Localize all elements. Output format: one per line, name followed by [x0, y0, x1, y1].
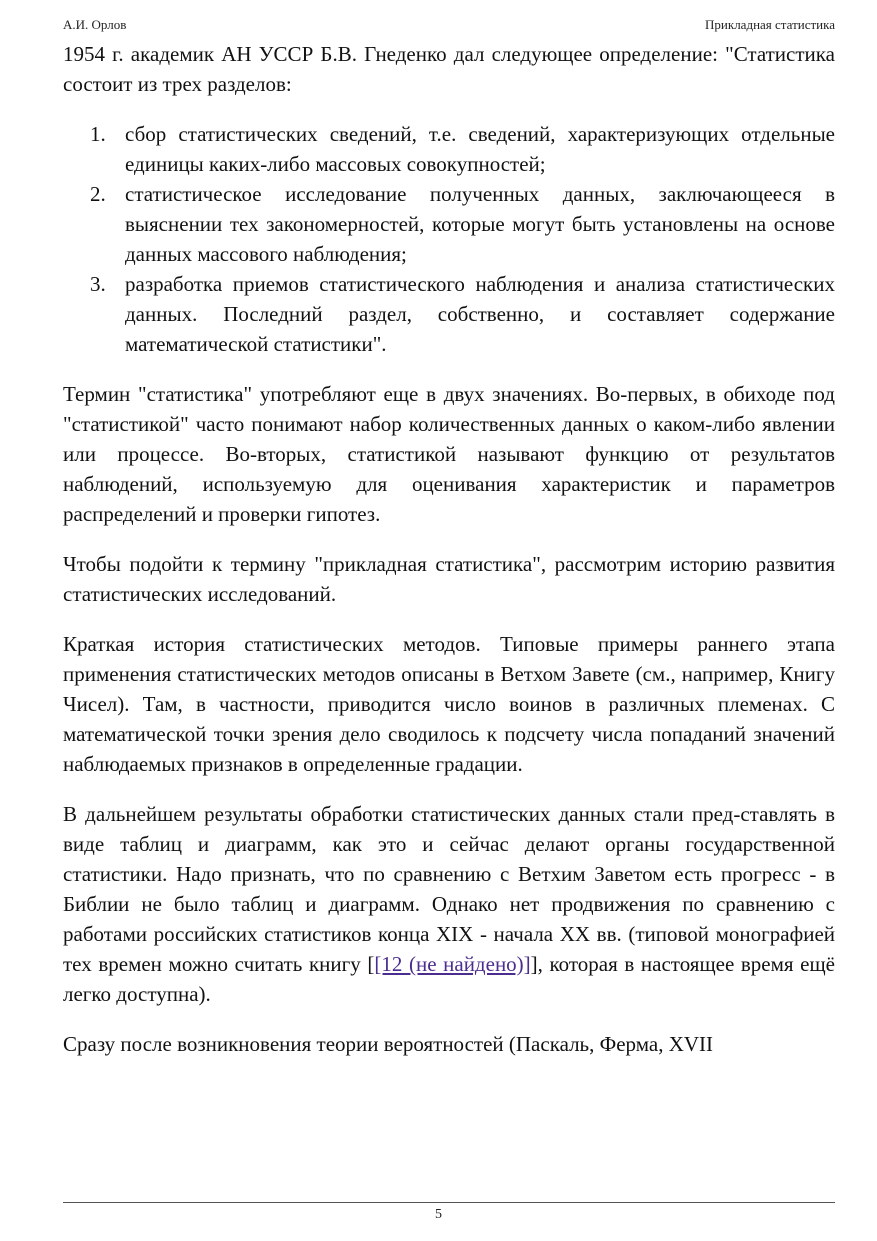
- page-body: [63, 39, 835, 1079]
- page-number: 5: [435, 1207, 442, 1222]
- paragraph-tables-diagrams: [63, 799, 835, 1009]
- paragraph-text-before-link: В дальнейшем результаты обработки статистических данных стали пред-ставлять в виде таблиц и диаграмм, как это и сейчас делают органы государственной статистики. Надо признать, что по сравнению с Ветхим Заветом есть прогресс - в Библии не было таблиц и диаграмм. Однако нет продвижения по сравнению с работами российских статистиков конца XIX - начала XX вв. (типовой монографией тех времен можно считать книгу [: [63, 802, 835, 976]
- paragraph-applied-statistics: Чтобы подойти к термину "прикладная статистика", рассмотрим историю развития статистических исследований.: [63, 552, 835, 606]
- header-title: Прикладная статистика: [705, 17, 835, 32]
- sections-list: [63, 119, 835, 359]
- list-item-number: 2.: [90, 182, 106, 206]
- intro-paragraph: 1954 г. академик АН УССР Б.В. Гнеденко дал следующее определение: "Статистика состоит из трех разделов:: [63, 42, 835, 96]
- paragraph-probability-theory: Сразу после возникновения теории вероятностей (Паскаль, Ферма, XVII: [63, 1032, 714, 1056]
- paragraph-text-after-link: ], которая в настоящее время ещё легко доступна).: [63, 952, 835, 1006]
- list-item-text: сбор статистических сведений, т.е. сведений, характеризующих отдельные единицы каких-либо массовых совокупностей;: [125, 122, 835, 176]
- paragraph-terms: Термин "статистика" употребляют еще в двух значениях. Во-первых, в обиходе под "статистикой" часто понимают набор количественных данных о каком-либо явлении или процессе. Во-вторых, статистикой называют функцию от результатов наблюдений, используемую для оценивания характеристик и параметров распределений и проверки гипотез.: [63, 382, 835, 526]
- list-item: [63, 179, 835, 269]
- list-item: [63, 119, 835, 179]
- list-item-number: 3.: [90, 272, 106, 296]
- list-item-number: 1.: [90, 122, 106, 146]
- reference-link[interactable]: [12 (не найдено)]: [374, 952, 531, 976]
- footer-divider: [63, 1202, 835, 1203]
- list-item-text: разработка приемов статистического наблюдения и анализа статистических данных. Последний раздел, собственно, и составляет содержание математической статистики".: [125, 272, 835, 356]
- header-author: А.И. Орлов: [63, 17, 127, 32]
- list-item: [63, 269, 835, 359]
- running-header: [63, 16, 835, 34]
- list-item-text: статистическое исследование полученных данных, заключающееся в выяснении тех закономерностей, которые могут быть установлены на основе данных массового наблюдения;: [125, 182, 835, 266]
- paragraph-brief-history: Краткая история статистических методов. Типовые примеры раннего этапа применения статистических методов описаны в Ветхом Завете (см., например, Книгу Чисел). Там, в частности, приводится число воинов в различных племенах. С математической точки зрения дело сводилось к подсчету числа попаданий значений наблюдаемых признаков в определенные градации.: [63, 632, 835, 776]
